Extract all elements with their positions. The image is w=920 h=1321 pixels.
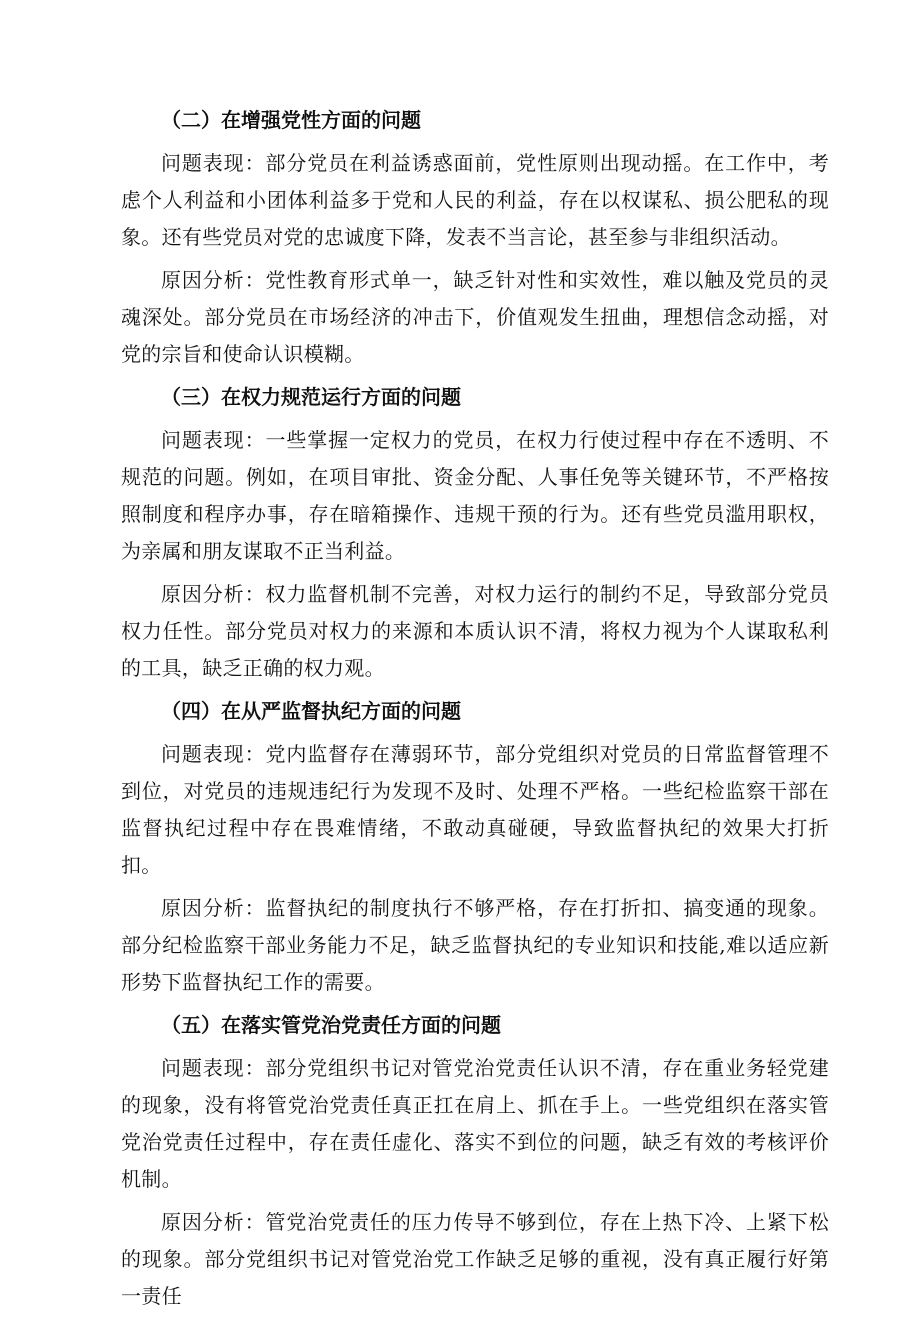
analysis-paragraph: 原因分析：监督执纪的制度执行不够严格，存在打折扣、搞变通的现象。部分纪检监察干部业务能力不足，缺乏监督执纪的专业知识和技能,难以适应新形势下监督执纪工作的需要。 <box>121 896 829 994</box>
section-3 <box>121 379 829 687</box>
section-5 <box>121 1007 829 1315</box>
problem-paragraph: 问题表现：一些掌握一定权力的党员，在权力行使过程中存在不透明、不规范的问题。例如，在项目审批、资金分配、人事任免等关键环节，不严格按照制度和程序办事，存在暗箱操作、违规干预的行为。还有些党员滥用职权，为亲属和朋友谋取不正当利益。 <box>121 428 829 563</box>
problem-paragraph: 问题表现：部分党组织书记对管党治党责任认识不清，存在重业务轻党建的现象，没有将管党治党责任真正扛在肩上、抓在手上。一些党组织在落实管党治党责任过程中，存在责任虚化、落实不到位的问题，缺乏有效的考核评价机制。 <box>121 1056 829 1191</box>
section-4 <box>121 693 829 1001</box>
problem-paragraph: 问题表现：党内监督存在薄弱环节，部分党组织对党员的日常监督管理不到位，对党员的违规违纪行为发现不及时、处理不严格。一些纪检监察干部在监督执纪过程中存在畏难情绪，不敢动真碰硬，导致监督执纪的效果大打折扣。 <box>121 742 829 877</box>
section-heading: （三）在权力规范运行方面的问题 <box>161 385 461 409</box>
analysis-paragraph: 原因分析：党性教育形式单一，缺乏针对性和实效性，难以触及党员的灵魂深处。部分党员在市场经济的冲击下，价值观发生扭曲，理想信念动摇，对党的宗旨和使命认识模糊。 <box>121 268 829 366</box>
analysis-paragraph: 原因分析：权力监督机制不完善，对权力运行的制约不足，导致部分党员权力任性。部分党员对权力的来源和本质认识不清，将权力视为个人谋取私利的工具，缺乏正确的权力观。 <box>121 582 829 680</box>
document-page <box>121 102 829 1321</box>
problem-paragraph: 问题表现：部分党员在利益诱惑面前，党性原则出现动摇。在工作中，考虑个人利益和小团体利益多于党和人民的利益，存在以权谋私、损公肥私的现象。还有些党员对党的忠诚度下降，发表不当言论，甚至参与非组织活动。 <box>121 151 829 249</box>
section-heading: （五）在落实管党治党责任方面的问题 <box>161 1013 501 1037</box>
analysis-paragraph: 原因分析：管党治党责任的压力传导不够到位，存在上热下冷、上紧下松的现象。部分党组织书记对管党治党工作缺乏足够的重视，没有真正履行好第一责任 <box>121 1210 829 1308</box>
section-heading: （四）在从严监督执纪方面的问题 <box>161 699 461 723</box>
section-2 <box>121 102 829 373</box>
section-heading: （二）在增强党性方面的问题 <box>161 108 421 132</box>
